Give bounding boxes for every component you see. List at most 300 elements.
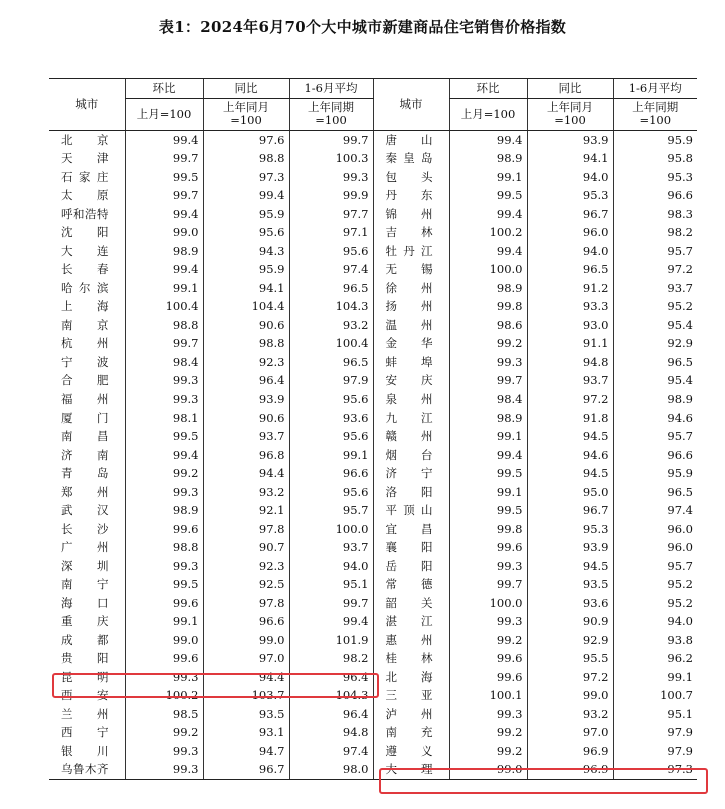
- mom-value: 98.9: [449, 408, 527, 427]
- mom-value: 99.5: [449, 501, 527, 520]
- city-name: 北京: [61, 132, 109, 147]
- avg-value: 99.3: [289, 168, 373, 187]
- yoy-value: 94.5: [527, 556, 613, 575]
- mom-value: 99.1: [125, 279, 203, 298]
- mom-value: 99.3: [449, 556, 527, 575]
- table-row: [49, 390, 697, 409]
- yoy-value: 93.6: [527, 593, 613, 612]
- city-name: 武汉: [61, 503, 109, 518]
- yoy-value: 97.0: [203, 649, 289, 668]
- avg-value: 96.6: [613, 445, 697, 464]
- city-name: 平顶山: [373, 501, 449, 520]
- yoy-value: 91.1: [527, 334, 613, 353]
- avg-value: 97.4: [613, 501, 697, 520]
- table-row: [49, 519, 697, 538]
- yoy-value: 92.5: [203, 575, 289, 594]
- yoy-value: 99.4: [203, 186, 289, 205]
- mom-value: 99.6: [449, 667, 527, 686]
- avg-value: 93.6: [289, 408, 373, 427]
- city-name: 遵义: [373, 742, 449, 761]
- mom-value: 99.6: [449, 649, 527, 668]
- yoy-value: 93.0: [527, 316, 613, 335]
- mom-value: 99.3: [125, 667, 203, 686]
- avg-value: 96.6: [613, 186, 697, 205]
- mom-value: 99.5: [449, 186, 527, 205]
- highlight-box-dali: [379, 768, 708, 794]
- mom-value: 99.7: [449, 575, 527, 594]
- avg-value: 94.8: [289, 723, 373, 742]
- avg-value: 99.9: [289, 186, 373, 205]
- yoy-value: 99.0: [527, 686, 613, 705]
- city-name: 深圳: [61, 558, 109, 573]
- city-name: 上海: [61, 299, 109, 314]
- avg-value: 96.5: [289, 353, 373, 372]
- mom-value: 98.8: [125, 316, 203, 335]
- yoy-value: 95.5: [527, 649, 613, 668]
- avg-value: 97.3: [613, 760, 697, 779]
- avg-value: 94.0: [613, 612, 697, 631]
- yoy-value: 98.8: [203, 334, 289, 353]
- avg-value: 96.2: [613, 649, 697, 668]
- avg-value: 100.4: [289, 334, 373, 353]
- city-name: 沈阳: [61, 225, 109, 240]
- avg-value: 93.8: [613, 630, 697, 649]
- city-name: 三亚: [373, 686, 449, 705]
- table-row: [49, 334, 697, 353]
- mom-value: 99.5: [449, 464, 527, 483]
- avg-value: 95.1: [289, 575, 373, 594]
- table-row: [49, 593, 697, 612]
- mom-value: 99.4: [449, 242, 527, 261]
- yoy-value: 96.6: [203, 612, 289, 631]
- mom-value: 99.6: [125, 649, 203, 668]
- mom-value: 99.7: [449, 371, 527, 390]
- avg-value: 98.9: [613, 390, 697, 409]
- yoy-value: 96.8: [203, 445, 289, 464]
- mom-value: 99.2: [449, 630, 527, 649]
- city-name: 秦皇岛: [373, 149, 449, 168]
- mom-value: 98.9: [449, 149, 527, 168]
- city-name: 郑州: [61, 484, 109, 499]
- avg-value: 96.5: [613, 482, 697, 501]
- yoy-value: 95.9: [203, 260, 289, 279]
- city-name: 九江: [373, 408, 449, 427]
- mom-value: 99.6: [125, 593, 203, 612]
- city-name: 泉州: [373, 390, 449, 409]
- city-name: 昆明: [61, 669, 109, 684]
- mom-value: 99.8: [449, 297, 527, 316]
- table-row: [49, 408, 697, 427]
- yoy-value: 97.2: [527, 390, 613, 409]
- mom-value: 99.3: [125, 556, 203, 575]
- mom-value: 98.4: [125, 353, 203, 372]
- city-name: 大理: [373, 760, 449, 779]
- avg-value: 95.6: [289, 242, 373, 261]
- mom-value: 100.0: [449, 593, 527, 612]
- avg-value: 94.0: [289, 556, 373, 575]
- mom-value: 98.8: [125, 538, 203, 557]
- mom-value: 99.4: [449, 445, 527, 464]
- city-name: 宜昌: [373, 519, 449, 538]
- avg-value: 95.9: [613, 464, 697, 483]
- city-name: 成都: [61, 632, 109, 647]
- city-name: 兰州: [61, 706, 109, 721]
- yoy-value: 94.0: [527, 168, 613, 187]
- yoy-value: 94.5: [527, 427, 613, 446]
- mom-value: 99.2: [449, 334, 527, 353]
- city-name: 温州: [373, 316, 449, 335]
- avg-value: 99.7: [289, 593, 373, 612]
- avg-value: 93.7: [289, 538, 373, 557]
- avg-value: 100.7: [613, 686, 697, 705]
- city-name: 乌鲁木齐: [49, 760, 125, 779]
- avg-value: 98.3: [613, 205, 697, 224]
- avg-value: 104.3: [289, 297, 373, 316]
- avg-value: 104.3: [289, 686, 373, 705]
- avg-value: 100.3: [289, 149, 373, 168]
- yoy-value: 92.1: [203, 501, 289, 520]
- yoy-value: 97.6: [203, 130, 289, 149]
- avg-value: 95.6: [289, 482, 373, 501]
- mom-value: 99.3: [125, 760, 203, 779]
- avg-value: 98.0: [289, 760, 373, 779]
- table-row: [49, 612, 697, 631]
- mom-value: 99.2: [449, 723, 527, 742]
- mom-value: 99.3: [125, 742, 203, 761]
- table-row: [49, 279, 697, 298]
- header-mom-base: 上月=100: [125, 98, 203, 130]
- yoy-value: 94.1: [203, 279, 289, 298]
- header-avg: 1-6月平均: [289, 79, 373, 99]
- mom-value: 99.3: [449, 612, 527, 631]
- yoy-value: 97.3: [203, 168, 289, 187]
- yoy-value: 93.3: [527, 297, 613, 316]
- yoy-value: 95.6: [203, 223, 289, 242]
- yoy-value: 98.8: [203, 149, 289, 168]
- city-name: 济宁: [373, 464, 449, 483]
- city-name: 金华: [373, 334, 449, 353]
- city-name: 哈尔滨: [61, 280, 109, 295]
- city-name: 徐州: [373, 279, 449, 298]
- city-name: 襄阳: [373, 538, 449, 557]
- yoy-value: 93.9: [527, 130, 613, 149]
- city-name: 赣州: [373, 427, 449, 446]
- city-name: 南充: [373, 723, 449, 742]
- yoy-value: 90.6: [203, 316, 289, 335]
- yoy-value: 93.9: [203, 390, 289, 409]
- mom-value: 99.3: [125, 482, 203, 501]
- yoy-value: 93.5: [527, 575, 613, 594]
- avg-value: 95.2: [613, 297, 697, 316]
- mom-value: 99.1: [449, 427, 527, 446]
- avg-value: 97.1: [289, 223, 373, 242]
- avg-value: 96.6: [289, 464, 373, 483]
- avg-value: 96.5: [289, 279, 373, 298]
- city-name: 重庆: [61, 614, 109, 629]
- table-row: [49, 260, 697, 279]
- mom-value: 99.7: [125, 149, 203, 168]
- avg-value: 93.2: [289, 316, 373, 335]
- mom-value: 99.3: [125, 371, 203, 390]
- avg-value: 96.4: [289, 667, 373, 686]
- city-name: 桂林: [373, 649, 449, 668]
- mom-value: 99.5: [125, 168, 203, 187]
- city-name: 厦门: [61, 410, 109, 425]
- table-row: [49, 538, 697, 557]
- avg-value: 95.6: [289, 390, 373, 409]
- avg-value: 100.0: [289, 519, 373, 538]
- mom-value: 99.4: [125, 130, 203, 149]
- city-name: 海口: [61, 595, 109, 610]
- highlight-box-kunming: [52, 673, 379, 698]
- table-row: [49, 130, 697, 149]
- table-row: [49, 464, 697, 483]
- city-name: 长春: [61, 262, 109, 277]
- yoy-value: 97.8: [203, 519, 289, 538]
- mom-value: 99.8: [449, 519, 527, 538]
- mom-value: 98.9: [449, 279, 527, 298]
- yoy-value: 94.7: [203, 742, 289, 761]
- city-name: 大连: [61, 243, 109, 258]
- city-name: 西安: [61, 688, 109, 703]
- table-row: [49, 575, 697, 594]
- avg-value: 94.6: [613, 408, 697, 427]
- yoy-value: 96.0: [527, 223, 613, 242]
- avg-value: 95.3: [613, 168, 697, 187]
- yoy-value: 96.4: [203, 371, 289, 390]
- avg-value: 95.7: [613, 427, 697, 446]
- yoy-value: 92.3: [203, 353, 289, 372]
- yoy-value: 93.2: [527, 705, 613, 724]
- mom-value: 98.1: [125, 408, 203, 427]
- yoy-value: 96.7: [527, 501, 613, 520]
- mom-value: 98.9: [125, 242, 203, 261]
- table-row: [49, 630, 697, 649]
- yoy-value: 92.3: [203, 556, 289, 575]
- avg-value: 96.4: [289, 705, 373, 724]
- table-row: [49, 445, 697, 464]
- avg-value: 97.9: [613, 742, 697, 761]
- mom-value: 99.3: [449, 353, 527, 372]
- avg-value: 95.4: [613, 316, 697, 335]
- table-row: [49, 482, 697, 501]
- yoy-value: 96.9: [527, 760, 613, 779]
- avg-value: 98.2: [289, 649, 373, 668]
- yoy-value: 93.9: [527, 538, 613, 557]
- mom-value: 100.0: [449, 260, 527, 279]
- table-row: [49, 556, 697, 575]
- header-yoy-base: 上年同月 =100: [527, 98, 613, 130]
- header-avg-base: 上年同期 =100: [289, 98, 373, 130]
- avg-value: 95.8: [613, 149, 697, 168]
- city-name: 泸州: [373, 705, 449, 724]
- city-name: 岳阳: [373, 556, 449, 575]
- table-row: [49, 353, 697, 372]
- yoy-value: 96.7: [527, 205, 613, 224]
- city-name: 北海: [373, 667, 449, 686]
- header-avg: 1-6月平均: [613, 79, 697, 99]
- mom-value: 99.5: [125, 427, 203, 446]
- mom-value: 99.2: [125, 723, 203, 742]
- mom-value: 99.1: [125, 612, 203, 631]
- city-name: 宁波: [61, 354, 109, 369]
- header-mom: 环比: [125, 79, 203, 99]
- table-row: [49, 371, 697, 390]
- city-name: 南宁: [61, 577, 109, 592]
- avg-value: 93.7: [613, 279, 697, 298]
- city-name: 杭州: [61, 336, 109, 351]
- yoy-value: 91.8: [527, 408, 613, 427]
- table-row: [49, 168, 697, 187]
- mom-value: 99.3: [449, 705, 527, 724]
- table-row: [49, 242, 697, 261]
- avg-value: 95.2: [613, 593, 697, 612]
- table-row: [49, 501, 697, 520]
- table-row: [49, 742, 697, 761]
- avg-value: 97.2: [613, 260, 697, 279]
- mom-value: 99.1: [449, 168, 527, 187]
- yoy-value: 94.4: [203, 464, 289, 483]
- table-row: [49, 427, 697, 446]
- city-name: 烟台: [373, 445, 449, 464]
- city-name: 洛阳: [373, 482, 449, 501]
- table-row: [49, 723, 697, 742]
- yoy-value: 103.7: [203, 686, 289, 705]
- mom-value: 99.0: [125, 223, 203, 242]
- mom-value: 99.6: [125, 519, 203, 538]
- yoy-value: 93.7: [203, 427, 289, 446]
- mom-value: 99.0: [449, 760, 527, 779]
- yoy-value: 99.0: [203, 630, 289, 649]
- mom-value: 100.2: [449, 223, 527, 242]
- header-yoy-base: 上年同月 =100: [203, 98, 289, 130]
- yoy-value: 91.2: [527, 279, 613, 298]
- avg-value: 99.7: [289, 130, 373, 149]
- mom-value: 100.1: [449, 686, 527, 705]
- mom-value: 99.0: [125, 630, 203, 649]
- city-name: 银川: [61, 743, 109, 758]
- city-name: 石家庄: [61, 169, 109, 184]
- avg-value: 99.4: [289, 612, 373, 631]
- yoy-value: 90.6: [203, 408, 289, 427]
- yoy-value: 94.3: [203, 242, 289, 261]
- avg-value: 101.9: [289, 630, 373, 649]
- avg-value: 96.0: [613, 519, 697, 538]
- yoy-value: 97.0: [527, 723, 613, 742]
- city-name: 包头: [373, 168, 449, 187]
- city-name: 济南: [61, 447, 109, 462]
- yoy-value: 95.3: [527, 519, 613, 538]
- mom-value: 99.5: [125, 575, 203, 594]
- yoy-value: 94.1: [527, 149, 613, 168]
- table-row: [49, 705, 697, 724]
- mom-value: 99.4: [449, 130, 527, 149]
- avg-value: 92.9: [613, 334, 697, 353]
- yoy-value: 95.3: [527, 186, 613, 205]
- mom-value: 99.2: [125, 464, 203, 483]
- avg-value: 95.4: [613, 371, 697, 390]
- yoy-value: 104.4: [203, 297, 289, 316]
- avg-value: 95.7: [289, 501, 373, 520]
- city-name: 唐山: [373, 130, 449, 149]
- mom-value: 99.7: [125, 186, 203, 205]
- city-name: 吉林: [373, 223, 449, 242]
- avg-value: 95.1: [613, 705, 697, 724]
- avg-value: 97.4: [289, 260, 373, 279]
- city-name: 青岛: [61, 466, 109, 481]
- mom-value: 98.9: [125, 501, 203, 520]
- avg-value: 96.5: [613, 353, 697, 372]
- city-name: 呼和浩特: [61, 206, 109, 221]
- yoy-value: 94.6: [527, 445, 613, 464]
- mom-value: 98.5: [125, 705, 203, 724]
- city-name: 锦州: [373, 205, 449, 224]
- header-city: 城市: [49, 79, 125, 131]
- mom-value: 99.4: [125, 260, 203, 279]
- avg-value: 99.1: [613, 667, 697, 686]
- yoy-value: 92.9: [527, 630, 613, 649]
- yoy-value: 93.1: [203, 723, 289, 742]
- avg-value: 96.0: [613, 538, 697, 557]
- yoy-value: 96.5: [527, 260, 613, 279]
- yoy-value: 97.8: [203, 593, 289, 612]
- avg-value: 98.2: [613, 223, 697, 242]
- avg-value: 97.9: [289, 371, 373, 390]
- city-name: 长沙: [61, 521, 109, 536]
- yoy-value: 96.9: [527, 742, 613, 761]
- mom-value: 99.4: [125, 205, 203, 224]
- city-name: 天津: [61, 151, 109, 166]
- avg-value: 97.7: [289, 205, 373, 224]
- city-name: 广州: [61, 540, 109, 555]
- city-name: 韶关: [373, 593, 449, 612]
- city-name: 合肥: [61, 373, 109, 388]
- city-name: 常德: [373, 575, 449, 594]
- avg-value: 97.4: [289, 742, 373, 761]
- city-name: 福州: [61, 391, 109, 406]
- city-name: 安庆: [373, 371, 449, 390]
- city-name: 无锡: [373, 260, 449, 279]
- city-name: 蚌埠: [373, 353, 449, 372]
- header-mom: 环比: [449, 79, 527, 99]
- city-name: 湛江: [373, 612, 449, 631]
- header-avg-base: 上年同期 =100: [613, 98, 697, 130]
- yoy-value: 94.0: [527, 242, 613, 261]
- mom-value: 99.6: [449, 538, 527, 557]
- table-row: [49, 205, 697, 224]
- mom-value: 99.4: [449, 205, 527, 224]
- yoy-value: 90.7: [203, 538, 289, 557]
- yoy-value: 94.5: [527, 464, 613, 483]
- avg-value: 99.1: [289, 445, 373, 464]
- header-mom-base: 上月=100: [449, 98, 527, 130]
- mom-value: 98.4: [449, 390, 527, 409]
- yoy-value: 97.2: [527, 667, 613, 686]
- avg-value: 95.7: [613, 556, 697, 575]
- avg-value: 95.9: [613, 130, 697, 149]
- city-name: 牡丹江: [373, 242, 449, 261]
- yoy-value: 90.9: [527, 612, 613, 631]
- city-name: 南京: [61, 317, 109, 332]
- city-name: 南昌: [61, 429, 109, 444]
- mom-value: 100.2: [125, 686, 203, 705]
- table-row: [49, 186, 697, 205]
- city-name: 西宁: [61, 725, 109, 740]
- city-name: 扬州: [373, 297, 449, 316]
- header-yoy: 同比: [203, 79, 289, 99]
- mom-value: 99.7: [125, 334, 203, 353]
- city-name: 丹东: [373, 186, 449, 205]
